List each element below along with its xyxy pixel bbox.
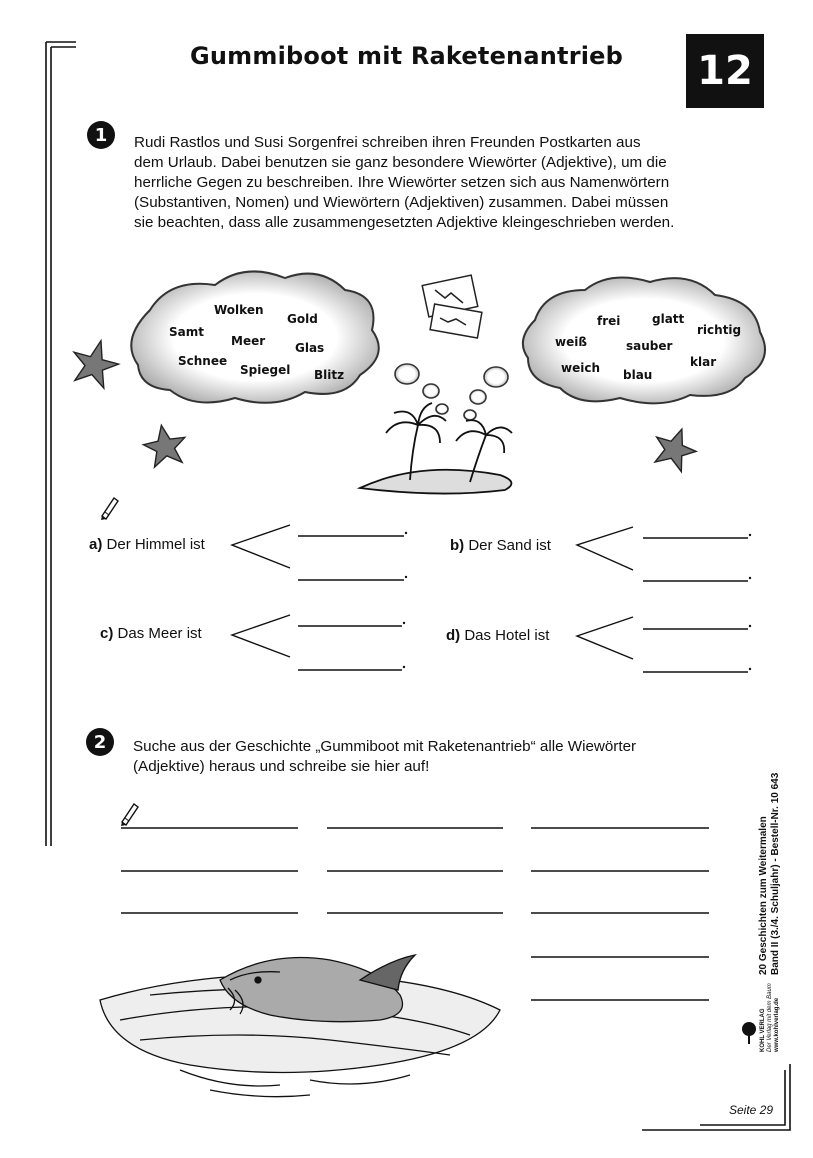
task-1-line: sie beachten, dass alle zusammengesetzten Adjektive kleingeschrieben werden. bbox=[134, 214, 675, 231]
page-footer-number: Seite 29 bbox=[729, 1103, 774, 1117]
sentence-letter: b) bbox=[450, 537, 465, 554]
illustration-clouds-island bbox=[0, 260, 813, 500]
task-2-badge: 2 bbox=[86, 728, 114, 756]
sentence-letter: c) bbox=[100, 625, 114, 642]
cloud-word: Glas bbox=[295, 341, 325, 355]
cloud-word: frei bbox=[597, 314, 621, 328]
sentence-text: Der Himmel ist bbox=[106, 536, 205, 553]
cloud-word: klar bbox=[690, 355, 717, 369]
palm-island bbox=[360, 403, 512, 494]
shark-illustration bbox=[80, 940, 510, 1100]
cloud-word: weiß bbox=[555, 335, 587, 349]
sentence-letter: a) bbox=[89, 536, 103, 553]
cloud-word: Gold bbox=[287, 312, 318, 326]
sidebar-line: Band II (3./4. Schuljahr) - Bestell-Nr. 10 643 bbox=[770, 772, 781, 975]
task-2-line: (Adjektive) heraus und schreibe sie hier auf! bbox=[133, 758, 430, 775]
task-1-line: herrliche Gegen zu beschreiben. Ihre Wiewörter setzen sich aus Namenwörtern bbox=[134, 174, 670, 191]
cloud-word: sauber bbox=[626, 339, 673, 353]
sentence-letter: d) bbox=[446, 627, 461, 644]
publisher-slogan: Der Verlag mit dem Baum bbox=[767, 983, 773, 1052]
task-1-line: (Substantiven, Nomen) und Wiewörtern (Adjektiven) zusammen. Dabei müssen bbox=[134, 194, 669, 211]
cloud-word: Meer bbox=[231, 334, 266, 348]
cloud-word: weich bbox=[561, 361, 600, 375]
sentence-text: Das Meer ist bbox=[117, 625, 202, 642]
sidebar-book-info bbox=[758, 773, 782, 975]
publisher-block bbox=[760, 983, 781, 1052]
cloud-word: richtig bbox=[697, 323, 742, 337]
cloud-word: Wolken bbox=[214, 303, 264, 317]
task-2-line: Suche aus der Geschichte „Gummiboot mit Raketenantrieb“ alle Wiewörter bbox=[133, 738, 637, 755]
task-1-line: Rudi Rastlos und Susi Sorgenfrei schreiben ihren Freunden Postkarten aus bbox=[134, 134, 641, 151]
page-title: Gummiboot mit Raketenantrieb bbox=[189, 42, 624, 70]
task-1-badge: 1 bbox=[87, 121, 115, 149]
cloud-word: Schnee bbox=[178, 354, 228, 368]
sentence-text: Der Sand ist bbox=[468, 537, 551, 554]
task-1-text bbox=[134, 133, 674, 233]
cloud-word: Spiegel bbox=[240, 363, 291, 377]
task-1-line: dem Urlaub. Dabei benutzen sie ganz besondere Wiewörter (Adjektive), um die bbox=[134, 154, 667, 171]
cloud-word: blau bbox=[623, 368, 653, 382]
cloud-word: Samt bbox=[169, 325, 204, 339]
postcards bbox=[422, 275, 482, 338]
publisher-url: www.kohlverlag.de bbox=[774, 997, 780, 1052]
cloud-word: Blitz bbox=[314, 368, 345, 382]
sidebar-line: 20 Geschichten zum Weitermalen bbox=[758, 816, 769, 975]
publisher-tree-logo bbox=[740, 1020, 758, 1046]
sentence-text: Das Hotel ist bbox=[464, 627, 550, 644]
answer-branches bbox=[0, 500, 813, 690]
publisher-name: KOHL VERLAG bbox=[760, 1008, 766, 1052]
page-number-badge: 12 bbox=[686, 34, 764, 108]
cloud-word: glatt bbox=[652, 312, 685, 326]
task-2-text bbox=[133, 737, 636, 777]
